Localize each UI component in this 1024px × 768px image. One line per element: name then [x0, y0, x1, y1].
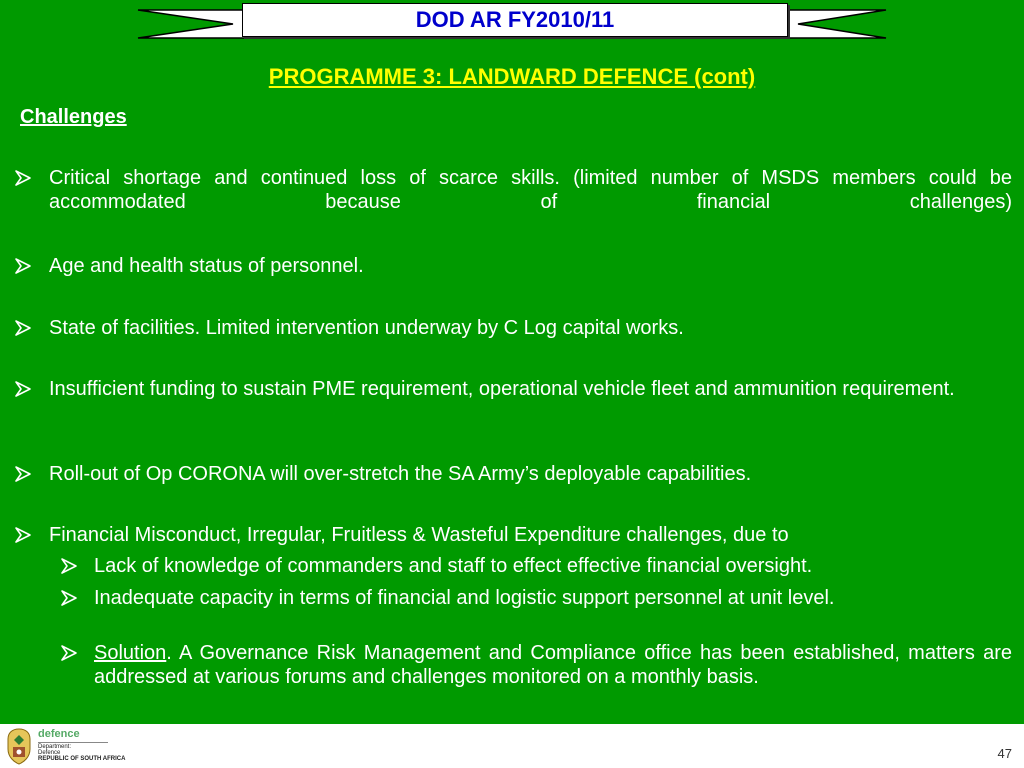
page-number: 47 — [997, 746, 1012, 761]
arrow-bullet-icon — [60, 557, 78, 575]
logo-line-2: Defence — [38, 750, 61, 756]
bullet-text: Age and health status of personnel. — [49, 255, 364, 277]
logo-line-3: REPUBLIC OF SOUTH AFRICA — [38, 756, 126, 762]
arrow-bullet-icon — [14, 526, 32, 544]
arrow-bullet-icon — [14, 465, 32, 483]
logo-divider — [38, 742, 108, 743]
slide-heading: PROGRAMME 3: LANDWARD DEFENCE (cont) — [268, 64, 756, 89]
footer — [0, 724, 1024, 768]
logo-line-1: Department: — [38, 744, 72, 750]
arrow-bullet-icon — [14, 319, 32, 337]
solution-label: Solution — [94, 642, 167, 664]
solution-text: . A Governance Risk Management and Compliance office has been established, matters are addressed at various forums and challenges monitored on a monthly basis. — [94, 642, 1012, 688]
bullet-text: Financial Misconduct, Irregular, Fruitless & Wasteful Expenditure challenges, due to — [49, 524, 789, 546]
arrow-bullet-icon — [14, 257, 32, 275]
defence-logo — [38, 728, 125, 762]
header-title-box — [242, 3, 788, 37]
header-title: DOD AR FY2010/11 — [415, 7, 615, 32]
sub-bullet-text: Inadequate capacity in terms of financial and logistic support personnel at unit level. — [94, 587, 835, 609]
arrow-bullet-icon — [14, 380, 32, 398]
bullet-text: Insufficient funding to sustain PME requirement, operational vehicle fleet and ammunition requirement. — [49, 378, 955, 400]
arrow-bullet-icon — [60, 589, 78, 607]
coat-of-arms-icon — [4, 727, 34, 765]
bullet-text: Roll-out of Op CORONA will over-stretch the SA Army’s deployable capabilities. — [49, 463, 752, 485]
bullet-text: Critical shortage and continued loss of scarce skills. (limited number of MSDS members could be accommodated because of financial challenges) — [49, 167, 1012, 213]
arrow-bullet-icon — [60, 644, 78, 662]
arrow-bullet-icon — [14, 169, 32, 187]
sub-bullet-text — [94, 641, 1012, 689]
sub-bullet-text: Lack of knowledge of commanders and staff to effect effective financial oversight. — [94, 555, 813, 577]
logo-name: defence — [38, 728, 80, 740]
section-subheading: Challenges — [20, 106, 127, 128]
bullet-text: State of facilities. Limited intervention underway by C Log capital works. — [49, 317, 684, 339]
